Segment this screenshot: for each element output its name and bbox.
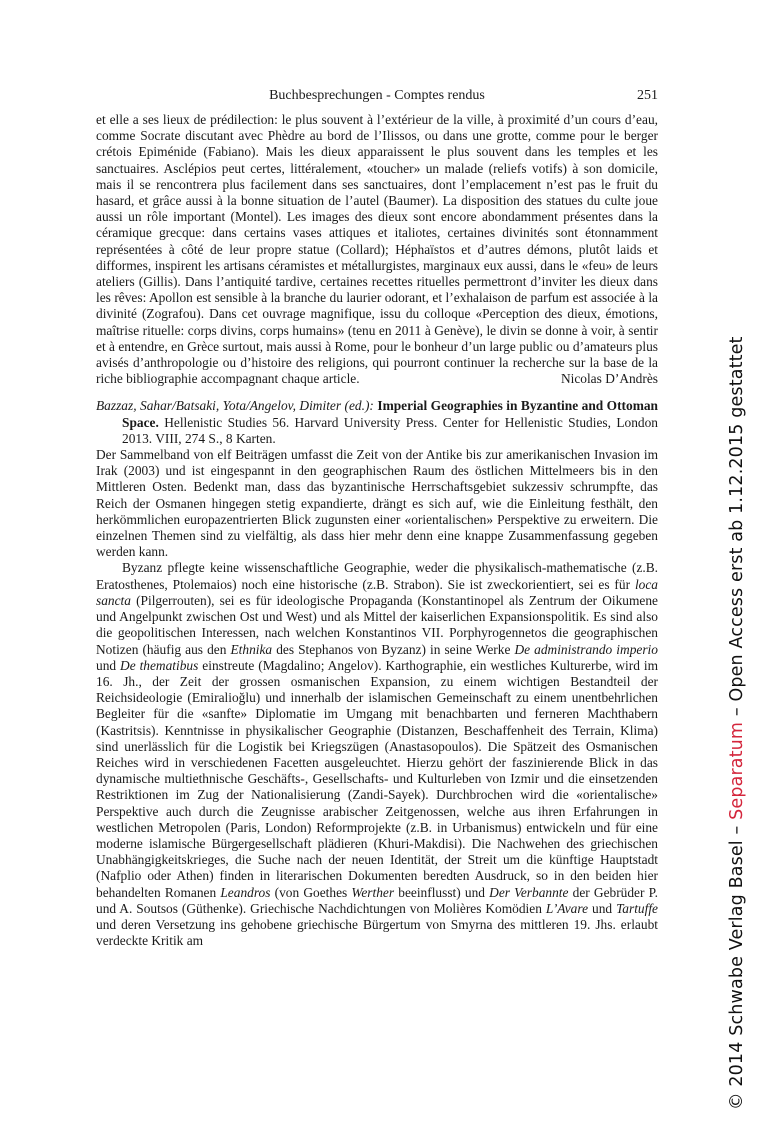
italic-term: L’Avare xyxy=(545,900,589,916)
italic-term: Werther xyxy=(351,884,395,900)
italic-term: loca sancta xyxy=(96,576,658,608)
text-run: Byzanz pflegte keine wissenschaftliche Geographie, weder die physikalisch-mathematische (z.B. Eratosthenes, Ptolemaios) noch eine historische (z.B. Strabon). Sie ist zweckorientiert, sei es für xyxy=(96,560,658,592)
text-run: der Gebrüder P. und A. Soutsos (Güthenke). Griechische Nachdichtungen von Molières Komödien xyxy=(96,884,658,916)
review-2-authors: Bazzaz, Sahar/Batsaki, Yota/Angelov, Dimiter (ed.): xyxy=(96,398,374,414)
text-run: einstreute (Magdalino; Angelov). Karthographie, ein westliches Kulturerbe, wird im 16. Jh., der Zeit der grossen osmanischen Expansion, zu einem wichtigen Bestandteil der Reichsideologie (Emiralioğlu) und innerhalb der islamischen Gemeinschaft zu einem unentbehrlichen Begleiter für die «sanfte» Diplomatie im Umgang mit benachbarten und ferneren Machthabern (Kastritsis). Kenntnisse in physikalischer Geographie (Distanzen, Beschaffenheit des Terrain, Klima) sind unerlässlich für die Logistik bei Kriegszügen (Anastasopoulos). Die Spätzeit des Osmanischen Reiches wird in verschiedenen Facetten ausgeleuchtet. Hierzu gehört der faszinierende Blick in das dynamische multiethnische Geschäfts-, Gesellschafts- und Kulturleben von Izmir und die einsetzenden Restriktionen im Zug der Nationalisierung (Zandi-Sayek). Durchbrochen wird die «orientalische» Perspektive auch durch die Zeugnisse arabischer Zeitgenossen, welche aus ihren Erfahrungen in westlichen Metropolen (Paris, London) Reformprojekte (z.B. in Urbanismus) entwickeln und für eine moderne islamische Bürgergesellschaft plädieren (Khuri-Makdisi). Die Nachwehen des griechischen Unabhängigkeitskrieges, die Suche nach der neuen Identität, der Streit um die künftige Hauptstadt (Nafplio oder Athen) finden in literarischen Dokumenten beredten Ausdruck, so in den beiden hier behandelten Romanen xyxy=(96,657,658,900)
text-run: beeinflusst) und xyxy=(398,884,485,900)
italic-term: Der Verbannte xyxy=(489,884,569,900)
text-run: und xyxy=(96,657,117,673)
italic-term: De thematibus xyxy=(120,657,199,673)
review-2-book-title: Imperial Geographies in Byzantine and Ottoman Space. xyxy=(122,398,658,430)
text-run: des Stephanos von Byzanz) in seine Werke xyxy=(276,641,511,657)
page-number: 251 xyxy=(637,88,658,103)
review-1-body: et elle a ses lieux de prédilection: le plus souvent à l’extérieur de la ville, à proximité d’un cours d’eau, comme Socrate discutant avec Phèdre au bord de l’Ilissos, ou dans une grotte, comme pour le berger crétois Epiménide (Fabiano). Mais les dieux apparaissent le plus souvent dans les temples et les sanctuaires. Asclépios peut certes, littéralement, «toucher» un malade (reliefs votifs) à son domicile, mais il se rencontrera plus facilement dans ses sanctuaires, dont l’emplacement n’est pas le fruit du hasard, et grâce aussi à la bonne situation de l’autel (Baumer). La disposition des statues du culte joue aussi un rôle important (Montel). Les images des dieux sont encore abondamment présentes dans la céramique grecque: dans certains vases attiques et italiotes, certaines divinités sont étonnamment représentées à côté de leur propre statue (Collard); Héphaïstos et d’autres démons, plutôt laids et difformes, inspirent les artisans céramistes et métallurgistes, marginaux eux aussi, dans le «feu» de leurs ateliers (Gillis). Dans l’antiquité tardive, certaines recettes rituelles permettront d’inviter les dieux dans les rêves: Apollon est sensible à la branche du laurier odorant, et l’exhalaison de parfum est associée à la divinité (Zografou). Dans cet ouvrage magnifique, issu du colloque «Perception des dieux, émotions, maîtrise rituelle: corps divins, corps humains» (tenu en 2011 à Genève), le divin se donne à voir, à sentir et à entendre, en Grèce surtout, mais aussi à Rome, pour le bonheur d’un large public ou d’amateurs plus avisés d’anthropologie ou d’histoire des religions, qui pourront continuer la recherche sur la base de la riche bibliographie accompagnant chaque article. xyxy=(96,112,658,387)
review-2-publication: Hellenistic Studies 56. Harvard University Press. Center for Hellenistic Studies, London 2013. VIII, 274 S., 8 Karten. xyxy=(122,414,658,446)
italic-term: Ethnika xyxy=(230,641,273,657)
text-run: und xyxy=(592,900,613,916)
running-head-title: Buchbesprechungen - Comptes rendus xyxy=(269,88,485,103)
italic-term: De administrando imperio xyxy=(514,641,658,657)
sidebar-suffix: – Open Access erst ab 1.12.2015 gestattet xyxy=(727,336,747,722)
italic-term: Tartuffe xyxy=(616,900,659,916)
page-body xyxy=(96,112,658,949)
italic-term: Leandros xyxy=(220,884,271,900)
text-run: (Pilgerrouten), sei es für ideologische Propaganda (Konstantinopel als Zentrum der Oikumene und Angelpunkt zwischen Ost und West) und als Mittel der kaiserlichen Expansionspolitik. Es sind also die geopolitischen Interessen, nach welchen Konstantinos VII. Porphyrogennetos die geographischen Notizen (häufig aus den xyxy=(96,592,658,657)
text-run: und deren Versetzung ins gehobene griechische Bürgertum von Smyrna des mittleren 19. Jhs. erlaubt verdeckte Kritik am xyxy=(96,916,658,949)
running-head xyxy=(96,86,658,106)
copyright-sidebar xyxy=(724,70,750,1110)
review-2-paragraph-1: Der Sammelband von elf Beiträgen umfasst die Zeit von der Antike bis zur amerikanischen Invasion im Irak (2003) und ist eingespannt in den geographischen Raum des östlichen Mittelmeers bis in den Mittleren Osten. Bedenkt man, dass das byzantinische Herrschaftsgebiet sukzessiv schrumpfte, das Reich der Osmanen hingegen stetig expandierte, drängt es sich auf, wie die Einleitung festhält, den herkömmlichen europazentrierten Blick zugunsten einer «orientalischen» Perspektive zu erweitern. Die einzelnen Themen sind zu vielfältig, als dass hier mehr denn eine knappe Zusammenfassung gegeben werden kann. xyxy=(96,447,658,560)
sidebar-prefix: © 2014 Schwabe Verlag Basel – xyxy=(727,819,747,1110)
sidebar-separatum: Separatum xyxy=(727,721,747,820)
review-2-citation xyxy=(96,398,658,447)
text-run: (von Goethes xyxy=(274,884,348,900)
review-1-text xyxy=(96,112,658,387)
review-2-paragraph-2 xyxy=(96,560,658,949)
reviewer-signature: Nicolas D’Andrès xyxy=(560,371,658,387)
